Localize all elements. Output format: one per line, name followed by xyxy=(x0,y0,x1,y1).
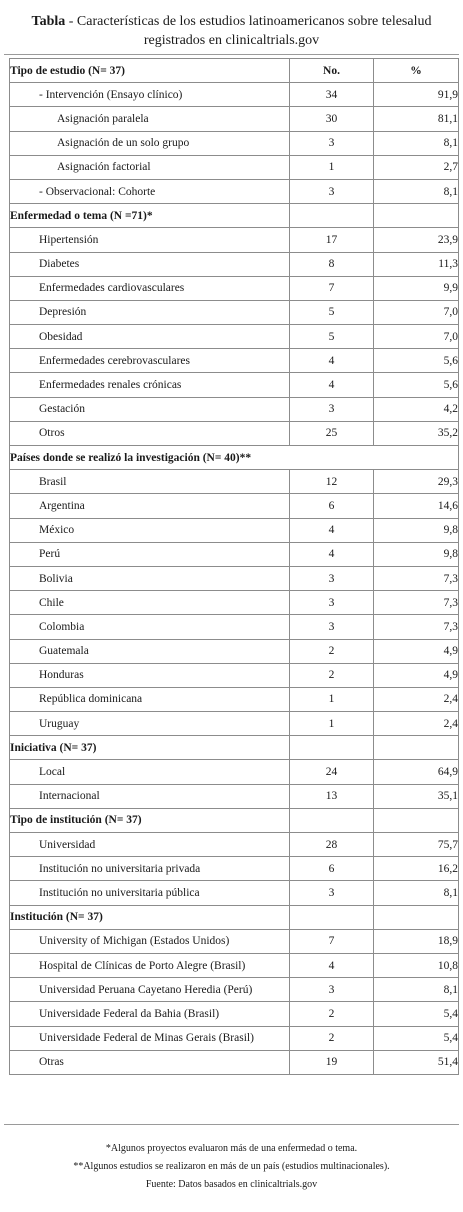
percent-cell: 4,2 xyxy=(374,397,459,421)
row-label: República dominicana xyxy=(10,687,290,711)
row-label: - Observacional: Cohorte xyxy=(10,179,290,203)
count-cell: 6 xyxy=(290,494,374,518)
section-header-row xyxy=(10,736,459,760)
percent-cell: 18,9 xyxy=(374,929,459,953)
percent-cell: 35,2 xyxy=(374,421,459,445)
table-row xyxy=(10,881,459,905)
row-label: Gestación xyxy=(10,397,290,421)
table-row xyxy=(10,421,459,445)
count-cell: 1 xyxy=(290,687,374,711)
percent-cell: 29,3 xyxy=(374,470,459,494)
count-cell: 5 xyxy=(290,325,374,349)
table-row xyxy=(10,131,459,155)
row-label: University of Michigan (Estados Unidos) xyxy=(10,929,290,953)
row-label: Internacional xyxy=(10,784,290,808)
row-label: Hospital de Clínicas de Porto Alegre (Brasil) xyxy=(10,953,290,977)
percent-cell: 5,4 xyxy=(374,1026,459,1050)
source-note: Fuente: Datos basados en clinicaltrials.gov xyxy=(145,1179,318,1190)
percent-cell: 5,6 xyxy=(374,373,459,397)
count-cell: 5 xyxy=(290,300,374,324)
row-label: Otras xyxy=(10,1050,290,1074)
table-row xyxy=(10,615,459,639)
percent-cell: 7,0 xyxy=(374,300,459,324)
column-header-no xyxy=(290,808,374,832)
percent-cell: 8,1 xyxy=(374,978,459,1002)
row-label: Universidad xyxy=(10,833,290,857)
table-notes xyxy=(0,1140,463,1194)
count-cell: 4 xyxy=(290,518,374,542)
table-row xyxy=(10,663,459,687)
row-label: Asignación de un solo grupo xyxy=(10,131,290,155)
percent-cell: 9,8 xyxy=(374,518,459,542)
row-label: Asignación factorial xyxy=(10,155,290,179)
table-row xyxy=(10,639,459,663)
table-row xyxy=(10,712,459,736)
percent-cell: 5,6 xyxy=(374,349,459,373)
row-label: Obesidad xyxy=(10,325,290,349)
count-cell: 2 xyxy=(290,663,374,687)
count-cell: 3 xyxy=(290,179,374,203)
table-row xyxy=(10,857,459,881)
row-label: Honduras xyxy=(10,663,290,687)
percent-cell: 2,7 xyxy=(374,155,459,179)
count-cell: 3 xyxy=(290,131,374,155)
row-label: Hipertensión xyxy=(10,228,290,252)
percent-cell: 5,4 xyxy=(374,1002,459,1026)
count-cell: 4 xyxy=(290,373,374,397)
row-label: Guatemala xyxy=(10,639,290,663)
percent-cell: 7,0 xyxy=(374,325,459,349)
table-row xyxy=(10,107,459,131)
percent-cell: 51,4 xyxy=(374,1050,459,1074)
percent-cell: 64,9 xyxy=(374,760,459,784)
column-header-percent xyxy=(374,204,459,228)
count-cell: 4 xyxy=(290,953,374,977)
percent-cell: 35,1 xyxy=(374,784,459,808)
count-cell: 25 xyxy=(290,421,374,445)
row-label: Argentina xyxy=(10,494,290,518)
row-label: Enfermedades cerebrovasculares xyxy=(10,349,290,373)
percent-cell: 8,1 xyxy=(374,179,459,203)
row-label: Institución no universitaria privada xyxy=(10,857,290,881)
table-row xyxy=(10,179,459,203)
percent-cell: 91,9 xyxy=(374,83,459,107)
table-row xyxy=(10,155,459,179)
column-header-percent xyxy=(374,736,459,760)
table-row xyxy=(10,397,459,421)
count-cell: 3 xyxy=(290,615,374,639)
count-cell: 24 xyxy=(290,760,374,784)
row-label: Universidade Federal de Minas Gerais (Brasil) xyxy=(10,1026,290,1050)
percent-cell: 10,8 xyxy=(374,953,459,977)
table-caption xyxy=(0,12,463,50)
caption-separator: - xyxy=(65,14,77,29)
percent-cell: 4,9 xyxy=(374,639,459,663)
count-cell: 1 xyxy=(290,155,374,179)
table-row xyxy=(10,325,459,349)
count-cell: 34 xyxy=(290,83,374,107)
count-cell: 1 xyxy=(290,712,374,736)
row-label: Enfermedades renales crónicas xyxy=(10,373,290,397)
row-label: Chile xyxy=(10,591,290,615)
row-label: Otros xyxy=(10,421,290,445)
caption-title-part-2: registrados en clinicaltrials.gov xyxy=(143,33,320,48)
row-label: Local xyxy=(10,760,290,784)
table-row xyxy=(10,1050,459,1074)
section-header-row xyxy=(10,905,459,929)
count-cell: 17 xyxy=(290,228,374,252)
footnote-countries: **Algunos estudios se realizaron en más de un país (estudios multinacionales). xyxy=(73,1161,390,1172)
percent-cell: 11,3 xyxy=(374,252,459,276)
column-header-no xyxy=(290,204,374,228)
row-label: México xyxy=(10,518,290,542)
table-row xyxy=(10,470,459,494)
table-row xyxy=(10,300,459,324)
section-label: Iniciativa (N= 37) xyxy=(10,736,290,760)
count-cell: 4 xyxy=(290,542,374,566)
count-cell: 3 xyxy=(290,591,374,615)
percent-cell: 14,6 xyxy=(374,494,459,518)
column-header-no xyxy=(290,736,374,760)
section-label: Enfermedad o tema (N =71)* xyxy=(10,204,290,228)
count-cell: 3 xyxy=(290,978,374,1002)
row-label: Institución no universitaria pública xyxy=(10,881,290,905)
count-cell: 7 xyxy=(290,929,374,953)
count-cell: 3 xyxy=(290,566,374,590)
percent-cell: 7,3 xyxy=(374,591,459,615)
row-label: Universidad Peruana Cayetano Heredia (Perú) xyxy=(10,978,290,1002)
count-cell: 2 xyxy=(290,639,374,663)
section-header-row xyxy=(10,59,459,83)
percent-cell: 8,1 xyxy=(374,881,459,905)
table-row xyxy=(10,978,459,1002)
caption-table-label: Tabla xyxy=(31,14,66,29)
count-cell: 2 xyxy=(290,1026,374,1050)
row-label: Asignación paralela xyxy=(10,107,290,131)
row-label: Diabetes xyxy=(10,252,290,276)
table-row xyxy=(10,566,459,590)
table-row xyxy=(10,953,459,977)
row-label: Enfermedades cardiovasculares xyxy=(10,276,290,300)
section-label: Institución (N= 37) xyxy=(10,905,290,929)
count-cell: 3 xyxy=(290,881,374,905)
row-label: Bolivia xyxy=(10,566,290,590)
count-cell: 2 xyxy=(290,1002,374,1026)
count-cell: 4 xyxy=(290,349,374,373)
caption-title-part-1: Características de los estudios latinoamericanos sobre telesalud xyxy=(76,14,432,29)
percent-cell: 4,9 xyxy=(374,663,459,687)
percent-cell: 8,1 xyxy=(374,131,459,155)
table-row xyxy=(10,833,459,857)
table-row xyxy=(10,542,459,566)
count-cell: 30 xyxy=(290,107,374,131)
row-label: Colombia xyxy=(10,615,290,639)
table-body xyxy=(10,59,459,1075)
row-label: - Intervención (Ensayo clínico) xyxy=(10,83,290,107)
caption-line-1 xyxy=(0,12,463,31)
table-row xyxy=(10,760,459,784)
section-header-row xyxy=(10,808,459,832)
count-cell: 13 xyxy=(290,784,374,808)
table-row xyxy=(10,276,459,300)
table-row xyxy=(10,929,459,953)
table-row xyxy=(10,1026,459,1050)
percent-cell: 2,4 xyxy=(374,687,459,711)
section-label: Países donde se realizó la investigación (N= 40)** xyxy=(10,446,459,470)
count-cell: 28 xyxy=(290,833,374,857)
count-cell: 3 xyxy=(290,397,374,421)
section-label: Tipo de estudio (N= 37) xyxy=(10,59,290,83)
section-label: Tipo de institución (N= 37) xyxy=(10,808,290,832)
bottom-rule xyxy=(4,1124,459,1125)
table-row xyxy=(10,83,459,107)
percent-cell: 7,3 xyxy=(374,615,459,639)
count-cell: 12 xyxy=(290,470,374,494)
row-label: Perú xyxy=(10,542,290,566)
characteristics-table xyxy=(9,58,459,1075)
section-header-row xyxy=(10,446,459,470)
percent-cell: 7,3 xyxy=(374,566,459,590)
column-header-percent: % xyxy=(374,59,459,83)
table-row xyxy=(10,494,459,518)
percent-cell: 16,2 xyxy=(374,857,459,881)
column-header-percent xyxy=(374,808,459,832)
table-row xyxy=(10,687,459,711)
count-cell: 19 xyxy=(290,1050,374,1074)
column-header-percent xyxy=(374,905,459,929)
table-row xyxy=(10,252,459,276)
table-row xyxy=(10,518,459,542)
row-label: Depresión xyxy=(10,300,290,324)
table-row xyxy=(10,228,459,252)
percent-cell: 9,9 xyxy=(374,276,459,300)
footnote-disease: *Algunos proyectos evaluaron más de una enfermedad o tema. xyxy=(105,1143,358,1154)
percent-cell: 81,1 xyxy=(374,107,459,131)
percent-cell: 75,7 xyxy=(374,833,459,857)
table-row xyxy=(10,591,459,615)
row-label: Brasil xyxy=(10,470,290,494)
percent-cell: 2,4 xyxy=(374,712,459,736)
table-row xyxy=(10,1002,459,1026)
column-header-no: No. xyxy=(290,59,374,83)
column-header-no xyxy=(290,905,374,929)
table-row xyxy=(10,373,459,397)
count-cell: 6 xyxy=(290,857,374,881)
row-label: Universidade Federal da Bahia (Brasil) xyxy=(10,1002,290,1026)
row-label: Uruguay xyxy=(10,712,290,736)
section-header-row xyxy=(10,204,459,228)
table-row xyxy=(10,349,459,373)
count-cell: 7 xyxy=(290,276,374,300)
percent-cell: 9,8 xyxy=(374,542,459,566)
percent-cell: 23,9 xyxy=(374,228,459,252)
count-cell: 8 xyxy=(290,252,374,276)
top-rule xyxy=(4,54,459,55)
table-row xyxy=(10,784,459,808)
